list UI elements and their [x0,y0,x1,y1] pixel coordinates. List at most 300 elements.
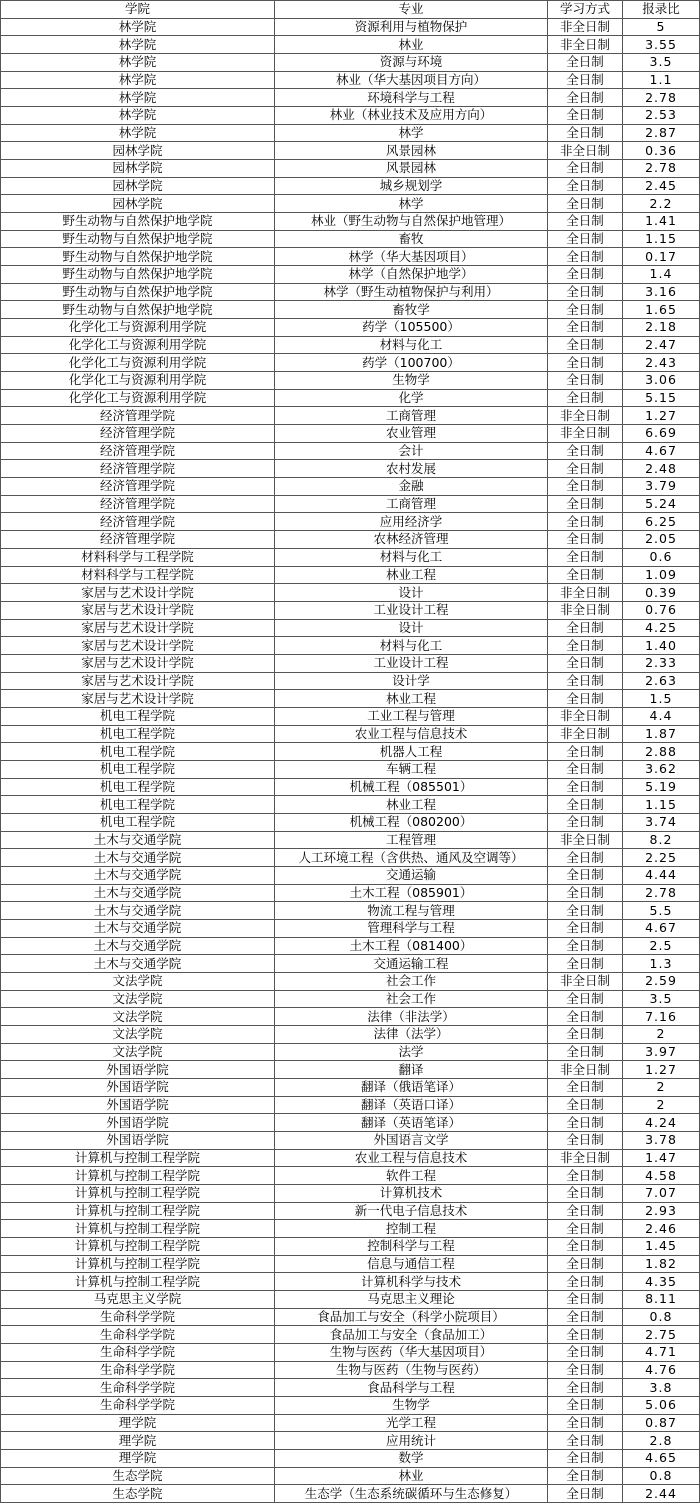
cell-study-mode: 全日制 [548,301,623,319]
cell-college: 外国语学院 [1,1061,275,1079]
cell-study-mode: 全日制 [548,389,623,407]
cell-ratio: 2.88 [623,743,700,761]
table-row [1,1185,700,1203]
table-row [1,743,700,761]
cell-college: 文法学院 [1,1043,275,1061]
table-row [1,425,700,443]
cell-major: 材料与化工 [275,637,548,655]
cell-study-mode: 全日制 [548,743,623,761]
cell-major: 生物与医药（生物与医药） [275,1361,548,1379]
table-row [1,707,700,725]
table-row [1,919,700,937]
cell-study-mode: 非全日制 [548,1149,623,1167]
cell-major: 交通运输 [275,866,548,884]
cell-study-mode: 全日制 [548,548,623,566]
table-row [1,442,700,460]
cell-ratio: 3.55 [623,36,700,54]
cell-college: 野生动物与自然保护地学院 [1,213,275,231]
cell-major: 资源利用与植物保护 [275,18,548,36]
cell-college: 园林学院 [1,177,275,195]
cell-college: 文法学院 [1,1008,275,1026]
cell-major: 计算机技术 [275,1185,548,1203]
cell-ratio: 2.59 [623,972,700,990]
cell-major: 新一代电子信息技术 [275,1202,548,1220]
table-body [1,18,700,1502]
table-row [1,18,700,36]
cell-study-mode: 全日制 [548,778,623,796]
table-row [1,1043,700,1061]
cell-study-mode: 非全日制 [548,36,623,54]
cell-college: 机电工程学院 [1,707,275,725]
cell-ratio: 1.65 [623,301,700,319]
cell-study-mode: 全日制 [548,990,623,1008]
cell-college: 家居与艺术设计学院 [1,672,275,690]
cell-study-mode: 全日制 [548,248,623,266]
table-row [1,336,700,354]
cell-college: 生命科学学院 [1,1308,275,1326]
cell-major: 光学工程 [275,1414,548,1432]
cell-major: 土木工程（081400） [275,937,548,955]
cell-major: 林业工程 [275,796,548,814]
table-row [1,283,700,301]
cell-study-mode: 全日制 [548,372,623,390]
cell-study-mode: 全日制 [548,849,623,867]
cell-study-mode: 全日制 [548,531,623,549]
cell-major: 法学 [275,1043,548,1061]
cell-ratio: 5 [623,18,700,36]
cell-college: 林学院 [1,107,275,125]
cell-study-mode: 全日制 [548,1185,623,1203]
cell-college: 理学院 [1,1432,275,1450]
table-row [1,566,700,584]
cell-ratio: 2.33 [623,654,700,672]
cell-college: 经济管理学院 [1,531,275,549]
cell-college: 家居与艺术设计学院 [1,584,275,602]
table-row [1,1078,700,1096]
cell-major: 林业 [275,1467,548,1485]
cell-study-mode: 全日制 [548,566,623,584]
cell-college: 化学化工与资源利用学院 [1,336,275,354]
cell-major: 林业工程 [275,566,548,584]
cell-major: 食品加工与安全（食品加工） [275,1326,548,1344]
cell-study-mode: 非全日制 [548,18,623,36]
cell-study-mode: 全日制 [548,89,623,107]
cell-ratio: 3.5 [623,54,700,72]
cell-college: 土木与交通学院 [1,955,275,973]
cell-college: 文法学院 [1,972,275,990]
cell-ratio: 1.82 [623,1255,700,1273]
cell-ratio: 1.27 [623,407,700,425]
cell-ratio: 7.07 [623,1185,700,1203]
table-row [1,1061,700,1079]
table-row [1,601,700,619]
cell-study-mode: 全日制 [548,1291,623,1309]
cell-ratio: 2.78 [623,884,700,902]
cell-ratio: 3.79 [623,478,700,496]
cell-major: 机械工程（080200） [275,813,548,831]
cell-ratio: 1.3 [623,955,700,973]
table-row [1,1485,700,1503]
table-row [1,195,700,213]
cell-study-mode: 全日制 [548,760,623,778]
cell-study-mode: 非全日制 [548,601,623,619]
cell-ratio: 0.39 [623,584,700,602]
cell-ratio: 2.5 [623,937,700,955]
cell-major: 生物与医药（华大基因项目） [275,1344,548,1362]
cell-college: 机电工程学院 [1,760,275,778]
cell-ratio: 2 [623,1096,700,1114]
cell-major: 材料与化工 [275,336,548,354]
cell-major: 法律（法学） [275,1025,548,1043]
cell-ratio: 4.65 [623,1450,700,1468]
table-row [1,1202,700,1220]
cell-college: 外国语学院 [1,1114,275,1132]
cell-study-mode: 非全日制 [548,1061,623,1079]
cell-ratio: 5.24 [623,495,700,513]
cell-study-mode: 全日制 [548,1450,623,1468]
cell-study-mode: 非全日制 [548,707,623,725]
cell-ratio: 0.76 [623,601,700,619]
cell-college: 土木与交通学院 [1,937,275,955]
cell-ratio: 4.44 [623,866,700,884]
cell-major: 机械工程（085501） [275,778,548,796]
cell-study-mode: 非全日制 [548,425,623,443]
cell-study-mode: 全日制 [548,902,623,920]
cell-study-mode: 全日制 [548,230,623,248]
cell-ratio: 4.35 [623,1273,700,1291]
cell-ratio: 2.48 [623,460,700,478]
cell-college: 机电工程学院 [1,743,275,761]
cell-ratio: 3.16 [623,283,700,301]
cell-major: 工商管理 [275,495,548,513]
cell-ratio: 4.4 [623,707,700,725]
cell-college: 林学院 [1,54,275,72]
table-row [1,548,700,566]
cell-ratio: 5.19 [623,778,700,796]
table-row [1,1114,700,1132]
cell-ratio: 1.47 [623,1149,700,1167]
cell-study-mode: 非全日制 [548,725,623,743]
cell-study-mode: 非全日制 [548,142,623,160]
cell-major: 林业（野生动物与自然保护地管理） [275,213,548,231]
cell-major: 计算机科学与技术 [275,1273,548,1291]
cell-ratio: 4.67 [623,442,700,460]
table-row [1,107,700,125]
cell-study-mode: 全日制 [548,1167,623,1185]
table-row [1,142,700,160]
cell-major: 设计 [275,584,548,602]
cell-study-mode: 全日制 [548,1414,623,1432]
cell-study-mode: 全日制 [548,1238,623,1256]
cell-college: 林学院 [1,89,275,107]
cell-major: 社会工作 [275,972,548,990]
cell-major: 外国语言文学 [275,1132,548,1150]
cell-ratio: 2 [623,1025,700,1043]
cell-ratio: 6.25 [623,513,700,531]
cell-college: 机电工程学院 [1,796,275,814]
table-row [1,495,700,513]
cell-major: 林业 [275,36,548,54]
cell-study-mode: 全日制 [548,690,623,708]
table-row [1,637,700,655]
cell-study-mode: 全日制 [548,177,623,195]
cell-college: 计算机与控制工程学院 [1,1149,275,1167]
table-row [1,1467,700,1485]
cell-ratio: 2.75 [623,1326,700,1344]
cell-study-mode: 全日制 [548,1114,623,1132]
cell-study-mode: 全日制 [548,1043,623,1061]
cell-major: 林学 [275,124,548,142]
cell-ratio: 1.40 [623,637,700,655]
cell-college: 土木与交通学院 [1,866,275,884]
cell-college: 计算机与控制工程学院 [1,1238,275,1256]
cell-college: 文法学院 [1,990,275,1008]
cell-study-mode: 全日制 [548,513,623,531]
cell-college: 理学院 [1,1450,275,1468]
cell-study-mode: 全日制 [548,478,623,496]
cell-major: 畜牧 [275,230,548,248]
cell-study-mode: 非全日制 [548,584,623,602]
cell-study-mode: 全日制 [548,1326,623,1344]
table-row [1,1255,700,1273]
table-row [1,1291,700,1309]
cell-college: 林学院 [1,71,275,89]
cell-ratio: 3.06 [623,372,700,390]
table-row [1,1326,700,1344]
table-row [1,513,700,531]
cell-college: 机电工程学院 [1,813,275,831]
table-row [1,1379,700,1397]
cell-study-mode: 全日制 [548,319,623,337]
table-row [1,1096,700,1114]
cell-ratio: 2 [623,1078,700,1096]
table-row [1,1308,700,1326]
cell-ratio: 8.11 [623,1291,700,1309]
table-row [1,955,700,973]
cell-ratio: 2.45 [623,177,700,195]
cell-college: 外国语学院 [1,1132,275,1150]
cell-major: 应用经济学 [275,513,548,531]
cell-ratio: 2.63 [623,672,700,690]
header-college: 学院 [1,1,275,19]
cell-college: 野生动物与自然保护地学院 [1,266,275,284]
cell-study-mode: 全日制 [548,813,623,831]
cell-major: 物流工程与管理 [275,902,548,920]
table-row [1,1414,700,1432]
cell-major: 车辆工程 [275,760,548,778]
cell-college: 外国语学院 [1,1078,275,1096]
cell-major: 风景园林 [275,142,548,160]
cell-major: 法律（非法学） [275,1008,548,1026]
cell-ratio: 3.8 [623,1379,700,1397]
cell-ratio: 2.87 [623,124,700,142]
cell-study-mode: 全日制 [548,1397,623,1415]
cell-ratio: 0.17 [623,248,700,266]
cell-ratio: 2.46 [623,1220,700,1238]
cell-college: 土木与交通学院 [1,884,275,902]
cell-major: 工业设计工程 [275,654,548,672]
cell-major: 农业工程与信息技术 [275,725,548,743]
cell-college: 经济管理学院 [1,495,275,513]
table-row [1,690,700,708]
cell-college: 文法学院 [1,1025,275,1043]
cell-study-mode: 全日制 [548,1273,623,1291]
cell-major: 设计 [275,619,548,637]
cell-ratio: 6.69 [623,425,700,443]
cell-study-mode: 全日制 [548,1255,623,1273]
cell-ratio: 2.78 [623,89,700,107]
cell-ratio: 4.67 [623,919,700,937]
cell-college: 化学化工与资源利用学院 [1,389,275,407]
cell-ratio: 2.44 [623,1485,700,1503]
table-row [1,1361,700,1379]
cell-major: 信息与通信工程 [275,1255,548,1273]
cell-college: 林学院 [1,18,275,36]
cell-college: 生命科学学院 [1,1344,275,1362]
cell-major: 交通运输工程 [275,955,548,973]
cell-major: 农业管理 [275,425,548,443]
table-row [1,902,700,920]
cell-study-mode: 全日制 [548,937,623,955]
header-major: 专业 [275,1,548,19]
cell-ratio: 4.76 [623,1361,700,1379]
cell-college: 马克思主义学院 [1,1291,275,1309]
cell-major: 社会工作 [275,990,548,1008]
cell-ratio: 4.58 [623,1167,700,1185]
cell-study-mode: 全日制 [548,637,623,655]
cell-major: 农村发展 [275,460,548,478]
cell-major: 林学（自然保护地学） [275,266,548,284]
table-row [1,1008,700,1026]
cell-college: 家居与艺术设计学院 [1,637,275,655]
cell-college: 园林学院 [1,195,275,213]
cell-major: 风景园林 [275,160,548,178]
cell-major: 材料与化工 [275,548,548,566]
cell-study-mode: 全日制 [548,1202,623,1220]
table-row [1,654,700,672]
cell-major: 人工环境工程（含供热、通风及空调等） [275,849,548,867]
cell-major: 林业（林业技术及应用方向） [275,107,548,125]
cell-college: 经济管理学院 [1,425,275,443]
table-row [1,1025,700,1043]
cell-ratio: 1.45 [623,1238,700,1256]
cell-major: 翻译（英语口译） [275,1096,548,1114]
cell-major: 工程管理 [275,831,548,849]
table-row [1,849,700,867]
cell-ratio: 4.24 [623,1114,700,1132]
cell-college: 外国语学院 [1,1096,275,1114]
cell-major: 机器人工程 [275,743,548,761]
cell-ratio: 2.18 [623,319,700,337]
table-row [1,972,700,990]
cell-ratio: 3.5 [623,990,700,1008]
cell-major: 环境科学与工程 [275,89,548,107]
cell-major: 工业设计工程 [275,601,548,619]
table-row [1,460,700,478]
table-row [1,1432,700,1450]
cell-study-mode: 全日制 [548,495,623,513]
cell-ratio: 1.5 [623,690,700,708]
cell-college: 化学化工与资源利用学院 [1,372,275,390]
table-row [1,389,700,407]
cell-study-mode: 全日制 [548,124,623,142]
cell-college: 经济管理学院 [1,513,275,531]
table-row [1,672,700,690]
table-row [1,266,700,284]
cell-major: 马克思主义理论 [275,1291,548,1309]
cell-college: 经济管理学院 [1,407,275,425]
table-row [1,725,700,743]
cell-study-mode: 全日制 [548,672,623,690]
header-row [1,1,700,19]
table-row [1,248,700,266]
cell-major: 会计 [275,442,548,460]
cell-ratio: 5.15 [623,389,700,407]
cell-college: 计算机与控制工程学院 [1,1220,275,1238]
cell-study-mode: 全日制 [548,884,623,902]
cell-college: 材料科学与工程学院 [1,548,275,566]
cell-study-mode: 全日制 [548,1078,623,1096]
cell-major: 生态学（生态系统碳循环与生态修复） [275,1485,548,1503]
cell-ratio: 8.2 [623,831,700,849]
cell-major: 林学（野生动植物保护与利用） [275,283,548,301]
cell-study-mode: 非全日制 [548,831,623,849]
cell-major: 林业（华大基因项目方向） [275,71,548,89]
cell-major: 土木工程（085901） [275,884,548,902]
cell-major: 林学（华大基因项目） [275,248,548,266]
cell-major: 畜牧学 [275,301,548,319]
cell-college: 野生动物与自然保护地学院 [1,301,275,319]
cell-study-mode: 全日制 [548,866,623,884]
cell-college: 土木与交通学院 [1,831,275,849]
cell-college: 计算机与控制工程学院 [1,1273,275,1291]
cell-study-mode: 非全日制 [548,407,623,425]
header-ratio: 报录比 [623,1,700,19]
cell-ratio: 5.5 [623,902,700,920]
cell-major: 林学 [275,195,548,213]
cell-college: 园林学院 [1,160,275,178]
table-row [1,1238,700,1256]
table-row [1,407,700,425]
cell-college: 计算机与控制工程学院 [1,1255,275,1273]
cell-study-mode: 全日制 [548,955,623,973]
cell-study-mode: 全日制 [548,796,623,814]
cell-college: 计算机与控制工程学院 [1,1185,275,1203]
cell-ratio: 0.6 [623,548,700,566]
cell-study-mode: 全日制 [548,160,623,178]
cell-study-mode: 全日制 [548,1432,623,1450]
table-row [1,1397,700,1415]
cell-major: 控制工程 [275,1220,548,1238]
table-row [1,1273,700,1291]
cell-college: 园林学院 [1,142,275,160]
cell-major: 控制科学与工程 [275,1238,548,1256]
cell-college: 生命科学学院 [1,1361,275,1379]
cell-college: 家居与艺术设计学院 [1,619,275,637]
table-row [1,89,700,107]
cell-college: 野生动物与自然保护地学院 [1,230,275,248]
cell-major: 食品科学与工程 [275,1379,548,1397]
table-row [1,990,700,1008]
cell-study-mode: 全日制 [548,619,623,637]
cell-major: 生物学 [275,1397,548,1415]
cell-study-mode: 全日制 [548,266,623,284]
cell-ratio: 1.27 [623,1061,700,1079]
cell-college: 野生动物与自然保护地学院 [1,248,275,266]
cell-major: 金融 [275,478,548,496]
cell-major: 城乡规划学 [275,177,548,195]
cell-college: 计算机与控制工程学院 [1,1167,275,1185]
